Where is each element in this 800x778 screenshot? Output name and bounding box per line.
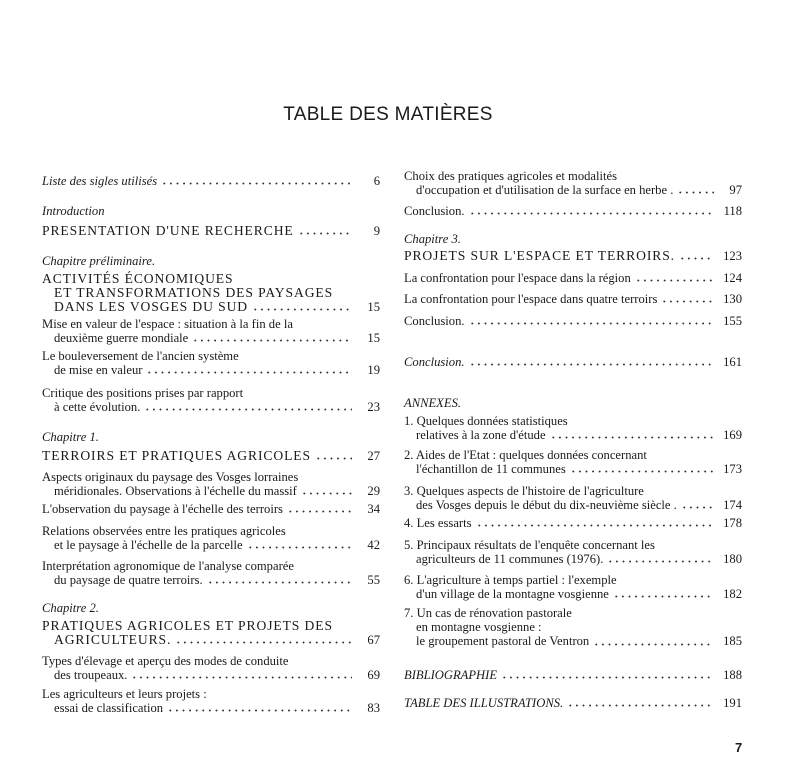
dot-leader	[593, 636, 714, 646]
toc-page-number: 130	[723, 292, 742, 306]
toc-entry-text: Introduction	[42, 204, 105, 218]
dot-leader	[192, 332, 352, 342]
toc-entry-text: 6. L'agriculture à temps partiel : l'exemple	[404, 573, 617, 587]
toc-page-number: 182	[723, 587, 742, 602]
toc-section-label	[404, 232, 742, 246]
toc-page-number: 15	[367, 300, 380, 314]
toc-page-number: 23	[367, 400, 380, 415]
toc-entry	[42, 349, 380, 377]
toc-entry-text: ET TRANSFORMATIONS DES PAYSAGES	[54, 285, 334, 300]
toc-entry-line	[404, 516, 742, 530]
toc-page-number: 9	[373, 224, 380, 238]
toc-entry-text: Critique des positions prises par rapport	[42, 386, 244, 400]
toc-entry	[404, 696, 742, 710]
toc-page-number: 34	[367, 502, 380, 516]
toc-entry-line	[42, 363, 380, 377]
toc-entry-text: 2. Aides de l'Etat : quelques données concernant	[404, 448, 647, 462]
toc-entry-line	[404, 462, 742, 476]
toc-page-number: 15	[367, 331, 380, 346]
toc-entry-line	[42, 272, 380, 286]
toc-entry-line	[404, 314, 742, 328]
toc-entry-line	[42, 701, 380, 715]
toc-entry	[404, 516, 742, 530]
toc-entry-text: La confrontation pour l'espace dans la région	[404, 271, 631, 285]
dot-leader	[161, 175, 352, 185]
dot-leader	[175, 634, 352, 644]
dot-leader	[315, 450, 352, 460]
toc-entry-line	[404, 538, 742, 552]
dot-leader	[247, 539, 352, 549]
toc-page-number: 29	[367, 484, 380, 499]
dot-leader	[469, 205, 714, 215]
dot-leader	[469, 356, 714, 366]
toc-entry-text: méridionales. Observations à l'échelle du massif	[54, 484, 297, 499]
toc-entry-line	[42, 470, 380, 484]
toc-entry-line	[42, 524, 380, 538]
toc-entry-line	[42, 400, 380, 414]
toc-entry-text: Chapitre 1.	[42, 430, 99, 444]
toc-entry-text: AGRICULTEURS.	[54, 632, 172, 647]
toc-entry	[42, 502, 380, 516]
dot-leader	[567, 697, 714, 707]
toc-entry-line	[42, 254, 380, 268]
toc-entry-text: TABLE DES ILLUSTRATIONS.	[404, 696, 564, 710]
toc-entry-text: des Vosges depuis le début du dix-neuvième siècle .	[416, 498, 677, 513]
toc-entry-line	[42, 484, 380, 498]
dot-leader	[476, 517, 714, 527]
toc-section-label	[42, 601, 380, 615]
toc-entry-text: L'observation du paysage à l'échelle des terroirs	[42, 502, 283, 516]
toc-page-number: 83	[367, 701, 380, 716]
toc-entry-text: ACTIVITÉS ÉCONOMIQUES	[42, 271, 234, 286]
dot-leader	[613, 588, 714, 598]
dot-leader	[550, 429, 714, 439]
toc-entry-line	[404, 169, 742, 183]
toc-entry-text: DANS LES VOSGES DU SUD	[54, 299, 249, 314]
toc-entry-line	[404, 668, 742, 682]
toc-page-number: 169	[723, 428, 742, 443]
toc-entry	[42, 224, 380, 238]
toc-entry-line	[404, 498, 742, 512]
toc-entry-text: PROJETS SUR L'ESPACE ET TERROIRS.	[404, 248, 675, 263]
toc-entry	[404, 538, 742, 566]
dot-leader	[144, 401, 352, 411]
toc-entry-line	[42, 573, 380, 587]
toc-entry-line	[404, 428, 742, 442]
toc-entry-text: Conclusion.	[404, 204, 465, 218]
toc-entry-text: et le paysage à l'échelle de la parcelle	[54, 538, 243, 553]
toc-entry	[404, 292, 742, 306]
toc-entry-text: l'échantillon de 11 communes	[416, 462, 566, 477]
toc-section-label	[404, 396, 742, 410]
toc-page-number: 67	[367, 633, 380, 647]
toc-entry-line	[42, 300, 380, 314]
toc-page-number: 6	[373, 174, 380, 188]
toc-entry-line	[404, 484, 742, 498]
toc-entry	[42, 687, 380, 715]
toc-page-number: 191	[723, 696, 742, 710]
toc-entry-text: Conclusion.	[404, 355, 465, 369]
dot-leader	[287, 503, 352, 513]
toc-entry-line	[404, 232, 742, 246]
toc-entry	[42, 317, 380, 345]
toc-entry-text: relatives à la zone d'étude	[416, 428, 546, 443]
dot-leader	[677, 184, 714, 194]
toc-entry-line	[42, 449, 380, 463]
toc-entry-line	[42, 317, 380, 331]
dot-leader	[207, 574, 352, 584]
toc-entry-line	[404, 696, 742, 710]
toc-page-number: 97	[729, 183, 742, 198]
dot-leader	[607, 553, 714, 563]
toc-entry	[42, 559, 380, 587]
toc-entry	[42, 654, 380, 682]
dot-leader	[679, 250, 714, 260]
toc-entry	[404, 668, 742, 682]
toc-entry-text: le groupement pastoral de Ventron	[416, 634, 590, 649]
toc-section-label	[42, 254, 380, 268]
toc-entry-line	[404, 634, 742, 648]
toc-entry-line	[404, 587, 742, 601]
dot-leader	[131, 669, 352, 679]
toc-page-number: 188	[723, 668, 742, 682]
toc-page-number: 174	[723, 498, 742, 513]
toc-entry-text: Aspects originaux du paysage des Vosges lorraines	[42, 470, 299, 484]
toc-entry-line	[404, 620, 742, 634]
toc-entry	[404, 573, 742, 601]
toc-entry	[404, 271, 742, 285]
toc-entry-line	[42, 538, 380, 552]
dot-leader	[681, 499, 714, 509]
toc-entry-line	[42, 687, 380, 701]
toc-entry-text: des troupeaux.	[54, 668, 128, 683]
toc-entry-text: en montagne vosgienne :	[416, 620, 542, 635]
toc-entry	[42, 174, 380, 188]
page-title: TABLE DES MATIÈRES	[283, 104, 493, 125]
dot-leader	[635, 272, 714, 282]
toc-entry-line	[42, 286, 380, 300]
toc-entry-line	[404, 183, 742, 197]
toc-page-number: 155	[723, 314, 742, 328]
toc-section-label	[42, 204, 380, 218]
toc-entry-text: 3. Quelques aspects de l'histoire de l'agriculture	[404, 484, 644, 498]
toc-entry-text: Interprétation agronomique de l'analyse comparée	[42, 559, 294, 573]
toc-page-number: 118	[723, 204, 742, 218]
toc-page-number: 19	[367, 363, 380, 378]
toc-entry-line	[42, 386, 380, 400]
toc-page-number: 173	[723, 462, 742, 477]
toc-entry-line	[404, 396, 742, 410]
toc-entry	[42, 524, 380, 552]
toc-page-number: 185	[723, 634, 742, 649]
toc-entry	[42, 272, 380, 314]
toc-entry-line	[404, 573, 742, 587]
toc-entry-text: PRATIQUES AGRICOLES ET PROJETS DES	[42, 618, 333, 633]
dot-leader	[167, 702, 352, 712]
toc-entry-line	[42, 654, 380, 668]
toc-entry-text: d'un village de la montagne vosgienne	[416, 587, 609, 602]
toc-page-number: 161	[723, 355, 742, 369]
toc-entry	[404, 448, 742, 476]
toc-page-number: 27	[367, 449, 380, 463]
toc-page-number: 124	[723, 271, 742, 285]
toc-entry-line	[404, 204, 742, 218]
toc-entry-text: d'occupation et d'utilisation de la surface en herbe .	[416, 183, 674, 198]
toc-page-number: 123	[723, 249, 742, 263]
toc-entry	[404, 204, 742, 218]
toc-page-number: 180	[723, 552, 742, 567]
toc-entry-text: Le bouleversement de l'ancien système	[42, 349, 239, 363]
dot-leader	[501, 669, 714, 679]
toc-entry-text: Chapitre préliminaire.	[42, 254, 156, 268]
toc-entry-line	[404, 448, 742, 462]
toc-entry-line	[404, 606, 742, 620]
toc-entry	[42, 386, 380, 414]
toc-entry-line	[404, 271, 742, 285]
toc-entry-text: Les agriculteurs et leurs projets :	[42, 687, 207, 701]
toc-entry-line	[42, 174, 380, 188]
toc-entry-text: 1. Quelques données statistiques	[404, 414, 568, 428]
toc-entry-text: ANNEXES.	[404, 396, 462, 410]
page-number: 7	[735, 740, 743, 755]
toc-page-number: 55	[367, 573, 380, 588]
toc-entry-text: Choix des pratiques agricoles et modalités	[404, 169, 617, 183]
toc-entry-line	[404, 414, 742, 428]
toc-entry	[404, 414, 742, 442]
toc-entry-text: TERROIRS ET PRATIQUES AGRICOLES	[42, 448, 311, 463]
dot-leader	[146, 364, 352, 374]
toc-entry-text: Liste des sigles utilisés	[42, 174, 158, 188]
toc-entry-line	[404, 249, 742, 263]
toc-entry-text: PRESENTATION D'UNE RECHERCHE	[42, 223, 294, 238]
toc-entry	[404, 249, 742, 263]
dot-leader	[661, 293, 714, 303]
toc-entry-text: La confrontation pour l'espace dans quatre terroirs	[404, 292, 658, 306]
dot-leader	[298, 225, 352, 235]
toc-entry-line	[404, 355, 742, 369]
toc-page-number: 178	[723, 516, 742, 530]
toc-entry-line	[42, 331, 380, 345]
toc-entry	[404, 314, 742, 328]
toc-entry	[404, 355, 742, 369]
toc-entry-text: de mise en valeur	[54, 363, 143, 378]
toc-entry-text: 4. Les essarts	[404, 516, 472, 530]
toc-entry	[42, 619, 380, 647]
toc-entry-text: essai de classification	[54, 701, 164, 716]
dot-leader	[301, 485, 352, 495]
toc-entry-text: Chapitre 2.	[42, 601, 99, 615]
toc-entry-text: deuxième guerre mondiale	[54, 331, 189, 346]
toc-entry-line	[42, 430, 380, 444]
toc-entry-text: 5. Principaux résultats de l'enquête concernant les	[404, 538, 655, 552]
toc-entry	[404, 484, 742, 512]
toc-entry	[404, 606, 742, 649]
toc-entry-line	[404, 552, 742, 566]
toc-entry-line	[42, 619, 380, 633]
dot-leader	[252, 301, 352, 311]
toc-entry-line	[42, 559, 380, 573]
toc-entry	[404, 169, 742, 197]
toc-entry	[42, 470, 380, 498]
toc-entry-text: à cette évolution.	[54, 400, 141, 415]
toc-entry-line	[42, 224, 380, 238]
toc-entry-line	[404, 292, 742, 306]
toc-entry-line	[42, 633, 380, 647]
toc-entry-text: BIBLIOGRAPHIE	[404, 668, 498, 682]
toc-entry-text: Relations observées entre les pratiques agricoles	[42, 524, 286, 538]
toc-page-number: 42	[367, 538, 380, 553]
toc-entry-text: agriculteurs de 11 communes (1976).	[416, 552, 604, 567]
toc-section-label	[42, 430, 380, 444]
toc-entry-text: du paysage de quatre terroirs.	[54, 573, 203, 588]
toc-entry	[42, 449, 380, 463]
toc-entry-line	[42, 349, 380, 363]
toc-entry-line	[42, 668, 380, 682]
toc-entry-line	[42, 601, 380, 615]
dot-leader	[469, 315, 714, 325]
toc-entry-text: Conclusion.	[404, 314, 465, 328]
toc-entry-line	[42, 502, 380, 516]
toc-entry-text: Chapitre 3.	[404, 232, 461, 246]
toc-entry-text: Mise en valeur de l'espace : situation à la fin de la	[42, 317, 293, 331]
toc-entry-text: 7. Un cas de rénovation pastorale	[404, 606, 572, 620]
toc-entry-text: Types d'élevage et aperçu des modes de conduite	[42, 654, 289, 668]
toc-entry-line	[42, 204, 380, 218]
dot-leader	[570, 463, 714, 473]
toc-page-number: 69	[367, 668, 380, 683]
